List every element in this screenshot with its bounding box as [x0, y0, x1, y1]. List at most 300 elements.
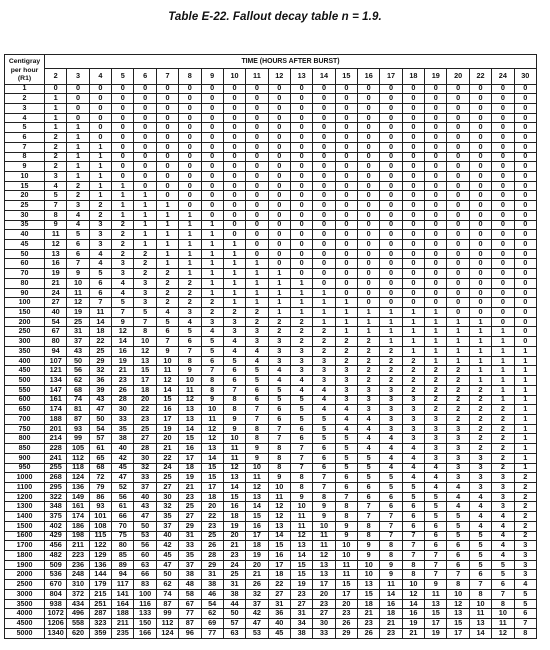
dose-cell: 6: [290, 434, 312, 444]
dose-cell: 121: [45, 366, 67, 376]
dose-cell: 0: [290, 201, 312, 211]
dose-cell: 0: [156, 171, 178, 181]
dose-cell: 56: [67, 366, 89, 376]
dose-cell: 12: [201, 434, 223, 444]
dose-cell: 2: [156, 298, 178, 308]
dose-cell: 0: [425, 278, 447, 288]
dose-cell: 0: [447, 191, 469, 201]
dose-cell: 0: [492, 171, 514, 181]
dose-cell: 241: [45, 453, 67, 463]
dose-cell: 0: [514, 171, 536, 181]
dose-cell: 3: [402, 395, 424, 405]
dose-cell: 15: [425, 609, 447, 619]
dose-cell: 68: [89, 463, 111, 473]
table-row: [5, 181, 537, 191]
dose-cell: 0: [290, 113, 312, 123]
dose-cell: 5: [290, 414, 312, 424]
dose-cell: 9: [223, 424, 245, 434]
dose-cell: 4: [358, 414, 380, 424]
dose-cell: 4: [492, 551, 514, 561]
dose-cell: 6: [380, 502, 402, 512]
dose-cell: 0: [268, 142, 290, 152]
dose-cell: 0: [313, 133, 335, 143]
dose-cell: 0: [223, 142, 245, 152]
dose-cell: 0: [134, 113, 156, 123]
dose-cell: 0: [156, 94, 178, 104]
dose-cell: 0: [492, 142, 514, 152]
dose-cell: 15: [290, 560, 312, 570]
dose-cell: 3: [201, 317, 223, 327]
dose-cell: 0: [514, 142, 536, 152]
dose-cell: 4: [246, 346, 268, 356]
dose-cell: 54: [89, 424, 111, 434]
dose-cell: 3: [402, 405, 424, 415]
dose-cell: 6: [425, 521, 447, 531]
dose-cell: 6: [156, 327, 178, 337]
dose-cell: 1: [201, 259, 223, 269]
dose-cell: 7: [425, 551, 447, 561]
dose-cell: 0: [514, 337, 536, 347]
dose-cell: 10: [201, 405, 223, 415]
dose-cell: 21: [156, 444, 178, 454]
dose-cell: 0: [469, 230, 491, 240]
dose-cell: 456: [45, 541, 67, 551]
dose-cell: 0: [380, 249, 402, 259]
dose-cell: 12: [268, 512, 290, 522]
dose-cell: 1: [156, 210, 178, 220]
dose-cell: 80: [112, 541, 134, 551]
dose-cell: 0: [179, 191, 201, 201]
dose-cell: 6: [469, 570, 491, 580]
dose-cell: 0: [514, 162, 536, 172]
dose-cell: 1: [268, 308, 290, 318]
dose-cell: 12: [447, 599, 469, 609]
hour-header-9: 9: [201, 69, 223, 84]
dose-cell: 14: [156, 385, 178, 395]
dose-cell: 0: [134, 181, 156, 191]
dose-cell: 15: [223, 492, 245, 502]
dose-cell: 5: [425, 492, 447, 502]
dose-cell: 28: [201, 551, 223, 561]
dose-cell: 15: [290, 570, 312, 580]
dose-cell: 6: [246, 385, 268, 395]
dose-cell: 0: [268, 259, 290, 269]
dose-cell: 0: [313, 240, 335, 250]
hour-header-16: 16: [358, 69, 380, 84]
dose-cell: 0: [313, 181, 335, 191]
dose-cell: 0: [246, 210, 268, 220]
dose-cell: 0: [447, 308, 469, 318]
dose-cell: 1: [492, 356, 514, 366]
dose-cell: 1: [156, 259, 178, 269]
dose-cell: 0: [447, 152, 469, 162]
dose-cell: 0: [425, 162, 447, 172]
dose-cell: 0: [313, 220, 335, 230]
dose-cell: 1: [290, 308, 312, 318]
dose-cell: 4: [469, 492, 491, 502]
dose-cell: 29: [201, 560, 223, 570]
table-row: [5, 356, 537, 366]
table-row: [5, 589, 537, 599]
dose-cell: 6: [425, 531, 447, 541]
dose-cell: 124: [67, 473, 89, 483]
dose-cell: 0: [492, 94, 514, 104]
dose-cell: 1: [134, 240, 156, 250]
dose-cell: 10: [223, 434, 245, 444]
dose-cell: 1: [425, 356, 447, 366]
dose-cell: 0: [358, 171, 380, 181]
dose-cell: 10: [246, 463, 268, 473]
dose-cell: 9: [201, 395, 223, 405]
dose-cell: 0: [179, 133, 201, 143]
dose-cell: 4: [290, 376, 312, 386]
dose-cell: 0: [402, 181, 424, 191]
dose-cell: 5: [358, 473, 380, 483]
dose-cell: 8: [246, 424, 268, 434]
dose-cell: 13: [268, 521, 290, 531]
dose-cell: 31: [201, 570, 223, 580]
dose-cell: 0: [492, 181, 514, 191]
dose-cell: 14: [290, 551, 312, 561]
dose-cell: 0: [268, 113, 290, 123]
dose-cell: 10: [492, 609, 514, 619]
dose-cell: 5: [469, 541, 491, 551]
dose-cell: 0: [246, 113, 268, 123]
dose-cell: 2: [514, 512, 536, 522]
dose-cell: 0: [246, 103, 268, 113]
dose-cell: 1: [447, 327, 469, 337]
dose-cell: 11: [335, 570, 357, 580]
dose-cell: 0: [201, 171, 223, 181]
dose-cell: 1: [246, 259, 268, 269]
dose-cell: 0: [313, 278, 335, 288]
dose-cell: 3: [402, 434, 424, 444]
row-rate-cell: 850: [5, 444, 45, 454]
dose-cell: 2: [89, 210, 111, 220]
dose-cell: 93: [67, 424, 89, 434]
dose-cell: 99: [156, 609, 178, 619]
dose-cell: 0: [469, 113, 491, 123]
dose-cell: 2: [514, 492, 536, 502]
dose-cell: 4: [290, 385, 312, 395]
dose-cell: 161: [45, 395, 67, 405]
dose-cell: 149: [67, 492, 89, 502]
dose-cell: 3: [268, 356, 290, 366]
dose-cell: 3: [469, 482, 491, 492]
dose-cell: 3: [290, 346, 312, 356]
dose-cell: 0: [402, 123, 424, 133]
dose-cell: 0: [290, 191, 312, 201]
dose-cell: 0: [290, 181, 312, 191]
dose-cell: 0: [358, 181, 380, 191]
dose-cell: 2: [134, 269, 156, 279]
dose-cell: 1: [89, 162, 111, 172]
dose-cell: 9: [380, 560, 402, 570]
dose-cell: 2: [156, 269, 178, 279]
row-rate-cell: 70: [5, 269, 45, 279]
hour-header-10: 10: [223, 69, 245, 84]
dose-cell: 0: [223, 94, 245, 104]
dose-cell: 0: [246, 240, 268, 250]
dose-cell: 23: [201, 521, 223, 531]
dose-cell: 2: [492, 463, 514, 473]
dose-cell: 348: [45, 502, 67, 512]
dose-cell: 20: [313, 589, 335, 599]
dose-cell: 4: [402, 463, 424, 473]
dose-cell: 0: [358, 103, 380, 113]
dose-cell: 0: [514, 103, 536, 113]
dose-cell: 0: [290, 142, 312, 152]
dose-cell: 12: [179, 395, 201, 405]
dose-cell: 24: [156, 463, 178, 473]
dose-cell: 147: [45, 385, 67, 395]
fallout-decay-table: [4, 54, 537, 639]
dose-cell: 43: [67, 346, 89, 356]
dose-cell: 0: [335, 278, 357, 288]
dose-cell: 12: [268, 502, 290, 512]
dose-cell: 7: [380, 521, 402, 531]
dose-cell: 5: [402, 492, 424, 502]
dose-cell: 0: [223, 152, 245, 162]
dose-cell: 8: [179, 356, 201, 366]
dose-cell: 7: [514, 619, 536, 629]
dose-cell: 0: [156, 113, 178, 123]
dose-cell: 5: [469, 551, 491, 561]
row-rate-cell: 250: [5, 327, 45, 337]
dose-cell: 4: [313, 405, 335, 415]
hour-header-12: 12: [268, 69, 290, 84]
dose-cell: 7: [492, 589, 514, 599]
dose-cell: 4: [67, 210, 89, 220]
dose-cell: 1: [514, 346, 536, 356]
dose-cell: 0: [246, 181, 268, 191]
dose-cell: 144: [89, 570, 111, 580]
dose-cell: 43: [134, 502, 156, 512]
dose-cell: 2: [112, 220, 134, 230]
dose-cell: 3: [134, 288, 156, 298]
dose-cell: 22: [201, 512, 223, 522]
dose-cell: 26: [335, 619, 357, 629]
dose-cell: 0: [313, 123, 335, 133]
dose-cell: 4: [179, 317, 201, 327]
dose-cell: 74: [67, 395, 89, 405]
dose-cell: 6: [402, 502, 424, 512]
dose-cell: 1: [67, 162, 89, 172]
dose-cell: 0: [358, 201, 380, 211]
dose-cell: 0: [112, 152, 134, 162]
table-row: [5, 512, 537, 522]
dose-cell: 18: [246, 541, 268, 551]
dose-cell: 19: [67, 308, 89, 318]
dose-cell: 7: [246, 405, 268, 415]
dose-cell: 0: [447, 142, 469, 152]
table-row: [5, 191, 537, 201]
dose-cell: 0: [290, 103, 312, 113]
dose-cell: 8: [380, 541, 402, 551]
table-row: [5, 473, 537, 483]
dose-cell: 1: [514, 385, 536, 395]
dose-cell: 201: [45, 424, 67, 434]
dose-cell: 16: [223, 502, 245, 512]
dose-cell: 2: [380, 346, 402, 356]
dose-cell: 2: [335, 356, 357, 366]
dose-cell: 105: [67, 444, 89, 454]
dose-cell: 0: [335, 259, 357, 269]
dose-cell: 94: [112, 570, 134, 580]
dose-cell: 9: [358, 541, 380, 551]
dose-cell: 0: [402, 84, 424, 94]
dose-cell: 9: [313, 512, 335, 522]
dose-cell: 7: [313, 482, 335, 492]
dose-cell: 1: [156, 240, 178, 250]
dose-cell: 9: [290, 492, 312, 502]
dose-cell: 0: [112, 103, 134, 113]
dose-cell: 75: [112, 531, 134, 541]
dose-cell: 1: [89, 181, 111, 191]
dose-cell: 136: [67, 482, 89, 492]
dose-cell: 4: [268, 376, 290, 386]
row-rate-cell: 600: [5, 395, 45, 405]
dose-cell: 136: [89, 560, 111, 570]
dose-cell: 2: [358, 356, 380, 366]
dose-cell: 80: [45, 337, 67, 347]
dose-cell: 0: [201, 210, 223, 220]
dose-cell: 112: [156, 619, 178, 629]
dose-cell: 0: [469, 269, 491, 279]
dose-cell: 0: [67, 103, 89, 113]
dose-cell: 6: [67, 249, 89, 259]
row-rate-cell: 350: [5, 346, 45, 356]
dose-cell: 0: [223, 133, 245, 143]
dose-cell: 31: [67, 327, 89, 337]
hour-header-22: 22: [469, 69, 491, 84]
dose-cell: 0: [290, 249, 312, 259]
dose-cell: 0: [179, 113, 201, 123]
dose-cell: 1: [335, 317, 357, 327]
dose-cell: 0: [447, 259, 469, 269]
dose-cell: 4: [67, 220, 89, 230]
dose-cell: 3: [179, 308, 201, 318]
dose-cell: 20: [156, 434, 178, 444]
dose-cell: 3: [290, 366, 312, 376]
dose-cell: 1: [67, 171, 89, 181]
dose-cell: 27: [268, 589, 290, 599]
dose-cell: 66: [134, 570, 156, 580]
dose-cell: 0: [201, 162, 223, 172]
dose-cell: 7: [246, 414, 268, 424]
dose-cell: 4: [89, 259, 111, 269]
dose-cell: 1: [201, 249, 223, 259]
dose-cell: 29: [89, 356, 111, 366]
dose-cell: 1: [45, 94, 67, 104]
dose-cell: 0: [358, 84, 380, 94]
header-row-hours: [5, 69, 537, 84]
dose-cell: 9: [45, 220, 67, 230]
dose-cell: 1: [425, 317, 447, 327]
dose-cell: 1: [67, 142, 89, 152]
dose-cell: 1: [89, 191, 111, 201]
dose-cell: 0: [134, 133, 156, 143]
dose-cell: 0: [290, 94, 312, 104]
dose-cell: 3: [313, 366, 335, 376]
dose-cell: 17: [246, 531, 268, 541]
dose-cell: 22: [268, 580, 290, 590]
dose-cell: 3: [447, 444, 469, 454]
dose-cell: 3: [380, 405, 402, 415]
dose-cell: 25: [67, 317, 89, 327]
hour-header-4: 4: [89, 69, 111, 84]
dose-cell: 23: [223, 551, 245, 561]
dose-cell: 16: [45, 259, 67, 269]
dose-cell: 0: [223, 201, 245, 211]
dose-cell: 0: [290, 240, 312, 250]
dose-cell: 0: [380, 201, 402, 211]
row-rate-cell: 4000: [5, 609, 45, 619]
dose-cell: 2: [492, 424, 514, 434]
dose-cell: 0: [179, 103, 201, 113]
dose-cell: 0: [268, 201, 290, 211]
dose-cell: 0: [358, 113, 380, 123]
dose-cell: 26: [246, 580, 268, 590]
dose-cell: 14: [201, 453, 223, 463]
dose-cell: 2: [112, 249, 134, 259]
dose-cell: 1: [358, 327, 380, 337]
dose-cell: 211: [67, 541, 89, 551]
dose-cell: 22: [134, 405, 156, 415]
dose-cell: 0: [514, 133, 536, 143]
dose-cell: 0: [380, 230, 402, 240]
dose-cell: 14: [179, 424, 201, 434]
dose-cell: 20: [201, 502, 223, 512]
dose-cell: 6: [313, 463, 335, 473]
dose-cell: 6: [514, 609, 536, 619]
dose-cell: 1: [179, 249, 201, 259]
dose-cell: 804: [45, 589, 67, 599]
dose-cell: 5: [380, 482, 402, 492]
dose-cell: 21: [223, 541, 245, 551]
dose-cell: 25: [201, 531, 223, 541]
dose-cell: 3: [380, 395, 402, 405]
dose-cell: 67: [45, 327, 67, 337]
dose-cell: 0: [335, 288, 357, 298]
dose-cell: 3: [335, 376, 357, 386]
dose-cell: 5: [45, 191, 67, 201]
dose-cell: 11: [313, 541, 335, 551]
dose-cell: 77: [201, 628, 223, 638]
dose-cell: 0: [469, 123, 491, 133]
dose-cell: 4: [447, 502, 469, 512]
dose-cell: 0: [425, 269, 447, 279]
table-row: [5, 551, 537, 561]
dose-cell: 0: [492, 201, 514, 211]
dose-cell: 7: [358, 502, 380, 512]
dose-cell: 1: [246, 298, 268, 308]
dose-cell: 6: [290, 424, 312, 434]
dose-cell: 3: [89, 220, 111, 230]
dose-cell: 5: [492, 570, 514, 580]
dose-cell: 33: [313, 628, 335, 638]
dose-cell: 0: [447, 113, 469, 123]
dose-cell: 0: [514, 210, 536, 220]
dose-cell: 3: [380, 414, 402, 424]
dose-cell: 11: [492, 619, 514, 629]
dose-cell: 28: [112, 395, 134, 405]
dose-cell: 0: [290, 162, 312, 172]
dose-cell: 2: [469, 405, 491, 415]
row-rate-cell: 3000: [5, 589, 45, 599]
dose-cell: 3: [112, 259, 134, 269]
dose-cell: 5: [447, 512, 469, 522]
